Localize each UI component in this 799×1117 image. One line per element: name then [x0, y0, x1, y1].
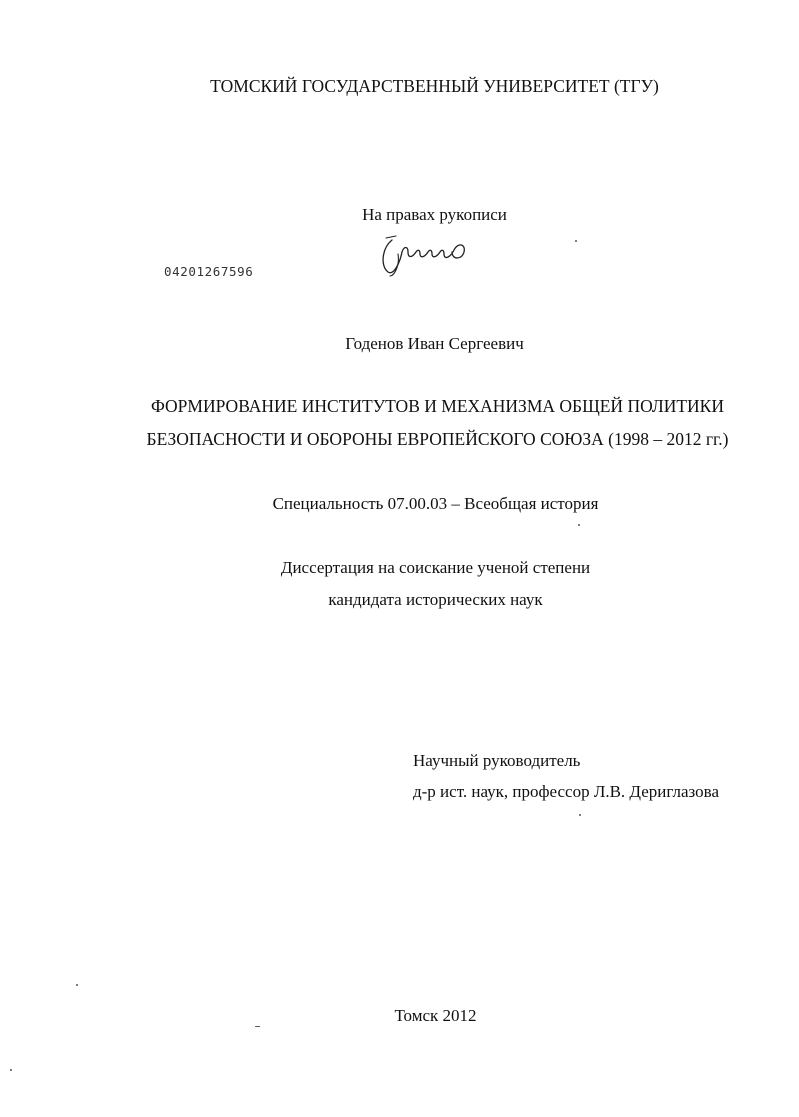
- dissertation-title-line-1: ФОРМИРОВАНИЕ ИНСТИТУТОВ И МЕХАНИЗМА ОБЩЕЙ ПОЛИТИКИ: [151, 396, 724, 416]
- degree-line-1: Диссертация на соискание ученой степени: [280, 558, 591, 577]
- dissertation-title-line-2: БЕЗОПАСНОСТИ И ОБОРОНЫ ЕВРОПЕЙСКОГО СОЮЗА (1998 – 2012 гг.): [146, 429, 729, 449]
- scan-speck: [255, 1026, 260, 1027]
- university-name: ТОМСКИЙ ГОСУДАРСТВЕННЫЙ УНИВЕРСИТЕТ (ТГУ): [210, 76, 659, 96]
- author-signature: [378, 232, 470, 278]
- scan-speck: [578, 524, 580, 526]
- city-year: Томск 2012: [394, 1006, 477, 1025]
- scan-speck: [76, 984, 78, 986]
- author-name: Годенов Иван Сергеевич: [345, 334, 524, 353]
- specialty: Специальность 07.00.03 – Всеобщая история: [272, 494, 599, 513]
- catalog-number-stamp: 04201267596: [164, 264, 254, 279]
- scan-speck: [575, 240, 577, 242]
- scan-speck: [579, 814, 581, 816]
- supervisor-label: Научный руководитель: [413, 751, 581, 770]
- manuscript-rights-note: На правах рукописи: [362, 205, 507, 224]
- degree-line-2: кандидата исторических наук: [328, 590, 543, 609]
- scan-speck: [10, 1069, 12, 1071]
- supervisor-name: д-р ист. наук, профессор Л.В. Дериглазова: [413, 782, 719, 801]
